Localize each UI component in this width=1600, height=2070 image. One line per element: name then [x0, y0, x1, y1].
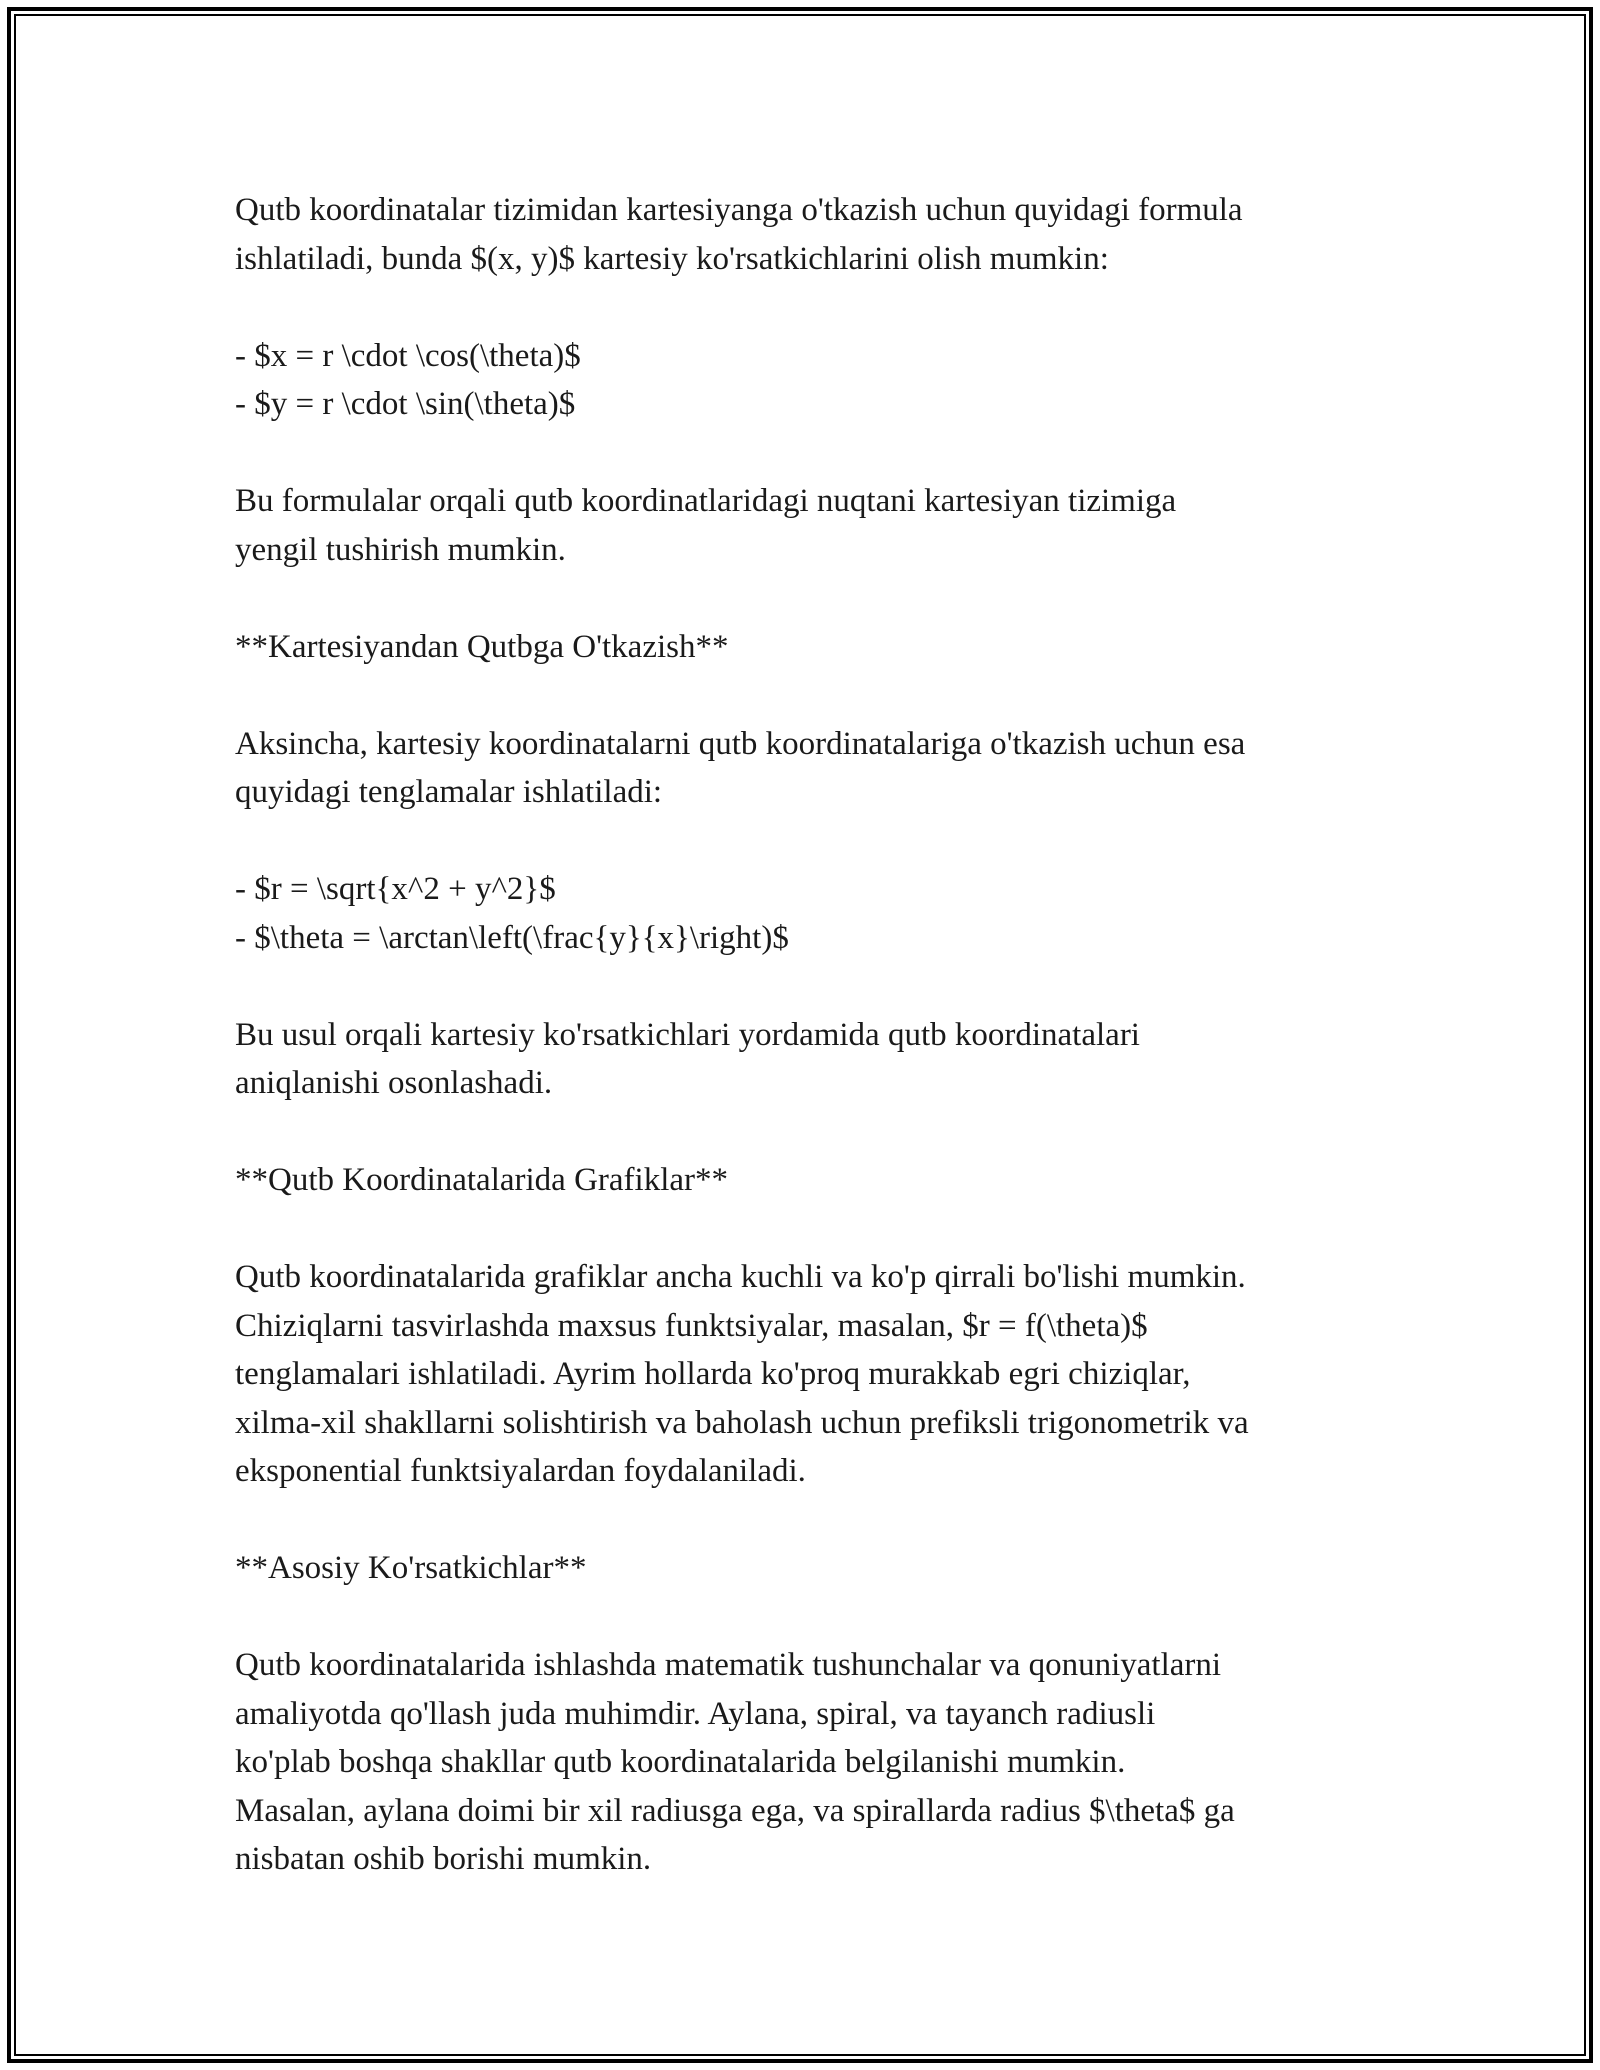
text-line: eksponential funktsiyalardan foydalaniladi. [235, 1453, 806, 1489]
document-body [235, 186, 1375, 1932]
text-line: aniqlanishi osonlashadi. [235, 1065, 553, 1101]
text-line: amaliyotda qo'llash juda muhimdir. Aylana, spiral, va tayanch radiusli [235, 1695, 1156, 1732]
text-line: Qutb koordinatalar tizimidan kartesiyanga o'tkazish uchun quyidagi formula [235, 192, 1243, 228]
formula-list [235, 865, 1375, 962]
paragraph [235, 1641, 1375, 1884]
heading-text: **Qutb Koordinatalarida Grafiklar** [235, 1162, 729, 1198]
text-line: Chiziqlarni tasvirlashda maxsus funktsiyalar, masalan, $r = f(\theta)$ [235, 1307, 1148, 1344]
list-item: - $x = r \cdot \cos(\theta)$ [235, 337, 581, 374]
formula-list [235, 332, 1375, 429]
text-line: Bu formulalar orqali qutb koordinatlaridagi nuqtani kartesiyan tizimiga [235, 483, 1177, 519]
text-line: yengil tushirish mumkin. [235, 531, 566, 568]
paragraph [235, 720, 1375, 817]
paragraph [235, 1253, 1375, 1496]
text-line: ko'plab boshqa shakllar qutb koordinatalarida belgilanishi mumkin. [235, 1744, 1126, 1780]
text-line: Qutb koordinatalarida ishlashda matematik tushunchalar va qonuniyatlarni [235, 1647, 1222, 1683]
text-line: tenglamalari ishlatiladi. Ayrim hollarda ko'proq murakkab egri chiziqlar, [235, 1356, 1191, 1392]
heading-text: **Kartesiyandan Qutbga O'tkazish** [235, 628, 729, 665]
list-item: - $y = r \cdot \sin(\theta)$ [235, 386, 576, 422]
text-line: xilma-xil shakllarni solishtirish va baholash uchun prefiksli trigonometrik va [235, 1404, 1249, 1441]
text-line: Qutb koordinatalarida grafiklar ancha kuchli va ko'p qirrali bo'lishi mumkin. [235, 1259, 1246, 1295]
paragraph [235, 477, 1375, 574]
list-item: - $r = \sqrt{x^2 + y^2}$ [235, 871, 556, 907]
text-line: Aksincha, kartesiy koordinatalarni qutb koordinatalariga o'tkazish uchun esa [235, 725, 1246, 762]
text-line: quyidagi tenglamalar ishlatiladi: [235, 774, 663, 810]
section-heading [235, 1544, 1375, 1593]
list-item: - $\theta = \arctan\left(\frac{y}{x}\right)$ [235, 919, 789, 956]
paragraph [235, 1011, 1375, 1108]
text-line: Bu usul orqali kartesiy ko'rsatkichlari yordamida qutb koordinatalari [235, 1016, 1140, 1053]
section-heading [235, 623, 1375, 672]
section-heading [235, 1156, 1375, 1205]
text-line: ishlatiladi, bunda $(x, y)$ kartesiy ko'rsatkichlarini olish mumkin: [235, 240, 1109, 277]
heading-text: **Asosiy Ko'rsatkichlar** [235, 1550, 587, 1586]
text-line: Masalan, aylana doimi bir xil radiusga ega, va spirallarda radius $\theta$ ga [235, 1792, 1235, 1829]
paragraph [235, 186, 1375, 283]
text-line: nisbatan oshib borishi mumkin. [235, 1841, 652, 1877]
